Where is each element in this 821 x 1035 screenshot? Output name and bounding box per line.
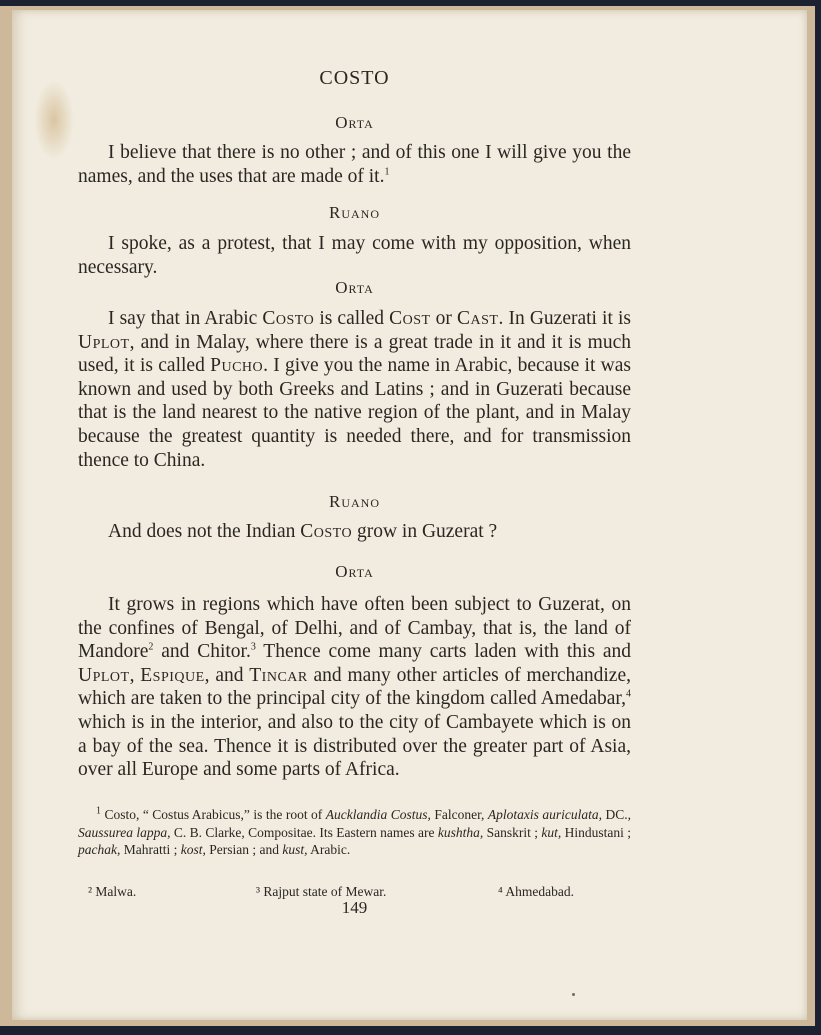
paragraph-5-text: and many other articles of merchandize, which are taken to the principal city of the kingdom called Amedabar, — [78, 664, 631, 710]
footnote-1-text: Falconer, — [430, 807, 488, 822]
page-number: 149 — [341, 898, 368, 917]
paragraph-5-text: which is in the interior, and also to the city of Cambayete which is on a bay of the sea. Thence it is distributed over the greater part of Asia, over all Europe and some parts of Africa. — [78, 711, 631, 781]
paragraph-3-text: . In Guzerati it is — [498, 308, 632, 329]
footnote-4: ⁴ Ahmedabad. — [498, 884, 574, 899]
footnote-1-text: C. B. Clarke, Compositae. Its Eastern names are — [170, 824, 438, 840]
paper-stain — [34, 80, 74, 160]
footnote-ref-2: 2 — [148, 641, 154, 653]
speaker-ruano: Ruano — [328, 492, 380, 511]
footnote-1-number: 1 — [96, 805, 101, 817]
paragraph-2 — [78, 232, 631, 279]
speaker-orta: Orta — [335, 562, 374, 581]
footnote-ref-1: 1 — [384, 166, 390, 178]
paragraph-5-text: Thence come many carts laden with this and — [255, 641, 632, 663]
footnote-1-text: Sanskrit ; — [483, 824, 542, 840]
paragraph-5-text: , and — [204, 664, 250, 686]
term-costo: Costo — [262, 308, 315, 329]
footnote-1-italic: kut, — [541, 824, 562, 840]
speaker-orta: Orta — [335, 113, 374, 132]
footnote-1-text: Costo, “ Costus Arabicus,” is the root of — [101, 807, 326, 822]
paragraph-4-text: grow in Guzerat ? — [352, 521, 498, 542]
speaker-ruano: Ruano — [328, 203, 380, 222]
paragraph-3-text: I say that in Arabic — [108, 308, 263, 329]
term-cast: Cast — [457, 308, 499, 329]
footnote-1-italic: kost, — [180, 842, 206, 858]
paragraph-3 — [78, 307, 631, 472]
paragraph-1 — [78, 141, 631, 188]
footnote-ref-4: 4 — [626, 688, 631, 700]
term-uplot: Uplot — [78, 331, 130, 353]
paragraph-5-text: , — [129, 664, 141, 686]
footnote-1-text: Mahratti ; — [120, 842, 181, 858]
paragraph-5 — [78, 593, 631, 782]
paragraph-5-text: and Chitor. — [153, 641, 251, 663]
footnote-ref-3: 3 — [250, 641, 256, 653]
paragraph-3-text: , and in Malay, where there is a great trade in it and it is much used, it is called — [78, 331, 631, 377]
term-espique: Espique — [140, 664, 205, 686]
paragraph-3-text: is called — [314, 308, 390, 329]
paragraph-3-text: or — [430, 308, 458, 329]
footnote-1-italic: kushtha, — [437, 824, 484, 840]
footnote-1-text: DC., — [602, 807, 631, 822]
paragraph-4 — [78, 520, 631, 544]
footnote-1 — [78, 806, 631, 859]
speck — [572, 993, 575, 996]
paragraph-4-text: And does not the Indian — [108, 521, 301, 542]
footnote-1-text: Persian ; and — [205, 842, 283, 858]
paragraph-3-text: . I give you the name in Arabic, because it was known and used by both Greeks and Latins ; and in Guzerati because that is the land nearest to the native region of the plant, and in Malay because the greatest quantity is needed there, and for transmission thence to China. — [78, 355, 631, 471]
footnote-1-italic: pachak, — [78, 842, 121, 858]
paragraph-2-text: I spoke, as a protest, that I may come with my opposition, when necessary. — [78, 233, 631, 278]
footnote-1-text: Hindustani ; — [561, 824, 632, 840]
footnote-2: ² Malwa. — [88, 884, 137, 899]
term-pucho: Pucho — [210, 355, 264, 377]
book-page — [12, 10, 807, 1020]
paragraph-1-text: I believe that there is no other ; and of this one I will give you the names, and the uses that are made of it. — [78, 142, 631, 187]
term-uplot: Uplot — [78, 664, 130, 686]
footnote-1-italic: Aucklandia Costus, — [325, 807, 431, 822]
footnote-1-italic: Aplotaxis auriculata, — [487, 807, 603, 822]
term-costo: Costo — [300, 521, 353, 542]
footnote-1-text: Arabic. — [307, 842, 351, 858]
speaker-orta: Orta — [335, 278, 374, 297]
footnote-1-italic: Saussurea lappa, — [78, 824, 171, 840]
footnote-1-italic: kust, — [282, 842, 308, 858]
term-cost: Cost — [389, 308, 431, 329]
paragraph-5-text: It grows in regions which have often been subject to Guzerat, on the confines of Bengal, of Delhi, and of Cambay, that is, the land of Mandore — [78, 594, 631, 663]
running-head: COSTO — [319, 67, 390, 89]
term-tincar: Tincar — [249, 664, 308, 686]
footnote-3: ³ Rajput state of Mewar. — [256, 884, 387, 899]
